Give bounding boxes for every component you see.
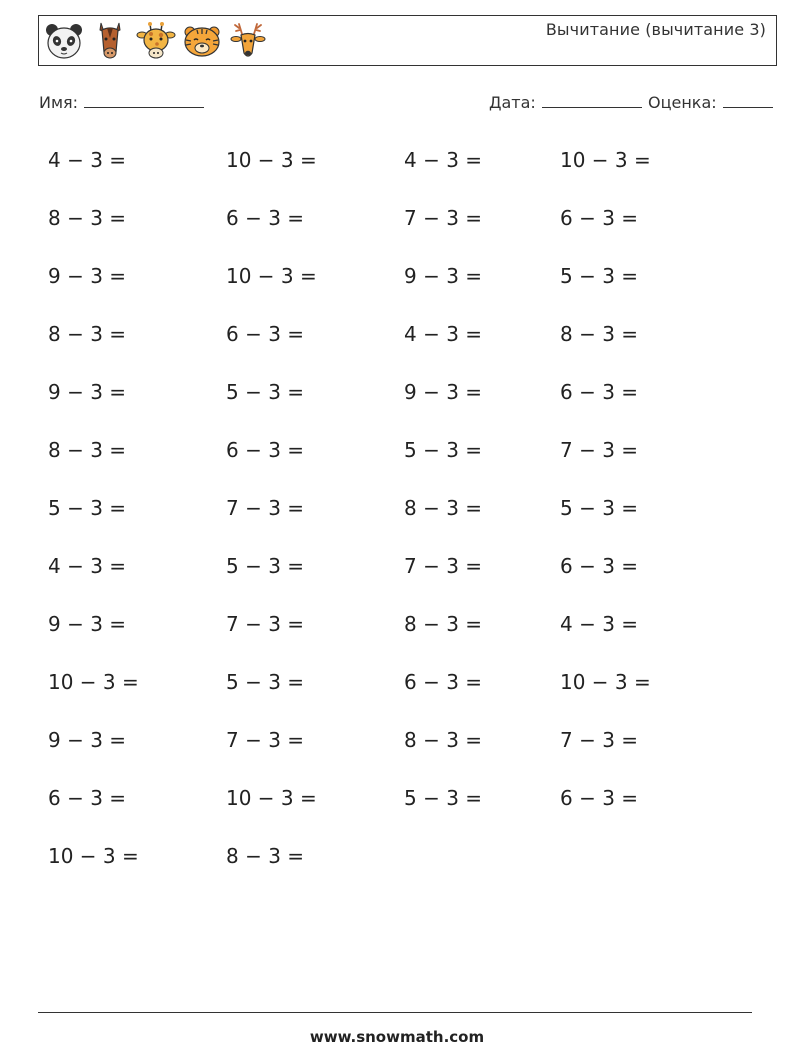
problem-item: 8 − 3 = xyxy=(48,438,127,462)
problem-item: 8 − 3 = xyxy=(226,844,305,868)
problem-item: 7 − 3 = xyxy=(404,554,483,578)
tiger-icon xyxy=(181,20,223,62)
problem-item: 8 − 3 = xyxy=(404,496,483,520)
animal-icons xyxy=(43,20,269,62)
problem-item: 5 − 3 = xyxy=(226,670,305,694)
problem-item: 9 − 3 = xyxy=(48,264,127,288)
problem-item: 9 − 3 = xyxy=(48,380,127,404)
header-box xyxy=(38,15,777,66)
name-label: Имя: xyxy=(39,93,79,112)
problem-item: 10 − 3 = xyxy=(48,670,139,694)
problem-item: 10 − 3 = xyxy=(226,786,317,810)
problem-item: 8 − 3 = xyxy=(48,206,127,230)
problem-item: 6 − 3 = xyxy=(560,206,639,230)
problem-item: 6 − 3 = xyxy=(404,670,483,694)
problem-item: 4 − 3 = xyxy=(404,322,483,346)
problem-item: 9 − 3 = xyxy=(48,612,127,636)
problem-item: 5 − 3 = xyxy=(404,786,483,810)
footer-divider xyxy=(38,1012,752,1013)
problem-item: 10 − 3 = xyxy=(560,148,651,172)
problem-item: 7 − 3 = xyxy=(404,206,483,230)
problem-item: 9 − 3 = xyxy=(404,380,483,404)
problem-item: 4 − 3 = xyxy=(560,612,639,636)
problem-item: 5 − 3 = xyxy=(48,496,127,520)
panda-icon xyxy=(43,20,85,62)
problem-item: 9 − 3 = xyxy=(404,264,483,288)
problem-item: 6 − 3 = xyxy=(226,438,305,462)
problem-item: 6 − 3 = xyxy=(226,206,305,230)
problem-item: 6 − 3 = xyxy=(560,380,639,404)
problem-item: 9 − 3 = xyxy=(48,728,127,752)
problem-item: 10 − 3 = xyxy=(226,264,317,288)
problem-item: 7 − 3 = xyxy=(226,612,305,636)
problem-item: 5 − 3 = xyxy=(226,380,305,404)
problem-item: 8 − 3 = xyxy=(48,322,127,346)
problem-item: 5 − 3 = xyxy=(404,438,483,462)
problem-item: 5 − 3 = xyxy=(560,264,639,288)
problem-item: 5 − 3 = xyxy=(226,554,305,578)
problem-item: 6 − 3 = xyxy=(560,786,639,810)
name-field xyxy=(39,93,204,112)
grade-label: Оценка: xyxy=(648,93,717,112)
problem-item: 7 − 3 = xyxy=(226,496,305,520)
date-blank-line xyxy=(542,93,642,108)
horse-icon xyxy=(89,20,131,62)
problem-item: 10 − 3 = xyxy=(560,670,651,694)
problem-item: 8 − 3 = xyxy=(404,612,483,636)
grade-field xyxy=(648,93,773,112)
deer-icon xyxy=(227,20,269,62)
problem-item: 8 − 3 = xyxy=(404,728,483,752)
date-label: Дата: xyxy=(489,93,536,112)
problem-item: 7 − 3 = xyxy=(560,438,639,462)
problem-item: 6 − 3 = xyxy=(48,786,127,810)
date-field xyxy=(489,93,642,112)
problem-item: 10 − 3 = xyxy=(48,844,139,868)
problem-item: 4 − 3 = xyxy=(48,554,127,578)
problem-item: 6 − 3 = xyxy=(226,322,305,346)
problem-item: 4 − 3 = xyxy=(48,148,127,172)
problem-item: 7 − 3 = xyxy=(560,728,639,752)
problem-item: 8 − 3 = xyxy=(560,322,639,346)
problem-item: 7 − 3 = xyxy=(226,728,305,752)
worksheet-title: Вычитание (вычитание 3) xyxy=(545,20,766,39)
problem-item: 4 − 3 = xyxy=(404,148,483,172)
giraffe-icon xyxy=(135,20,177,62)
footer-website: www.snowmath.com xyxy=(309,1028,485,1046)
problem-item: 10 − 3 = xyxy=(226,148,317,172)
name-blank-line xyxy=(84,93,204,108)
problem-item: 6 − 3 = xyxy=(560,554,639,578)
problem-item: 5 − 3 = xyxy=(560,496,639,520)
grade-blank-line xyxy=(723,93,773,108)
